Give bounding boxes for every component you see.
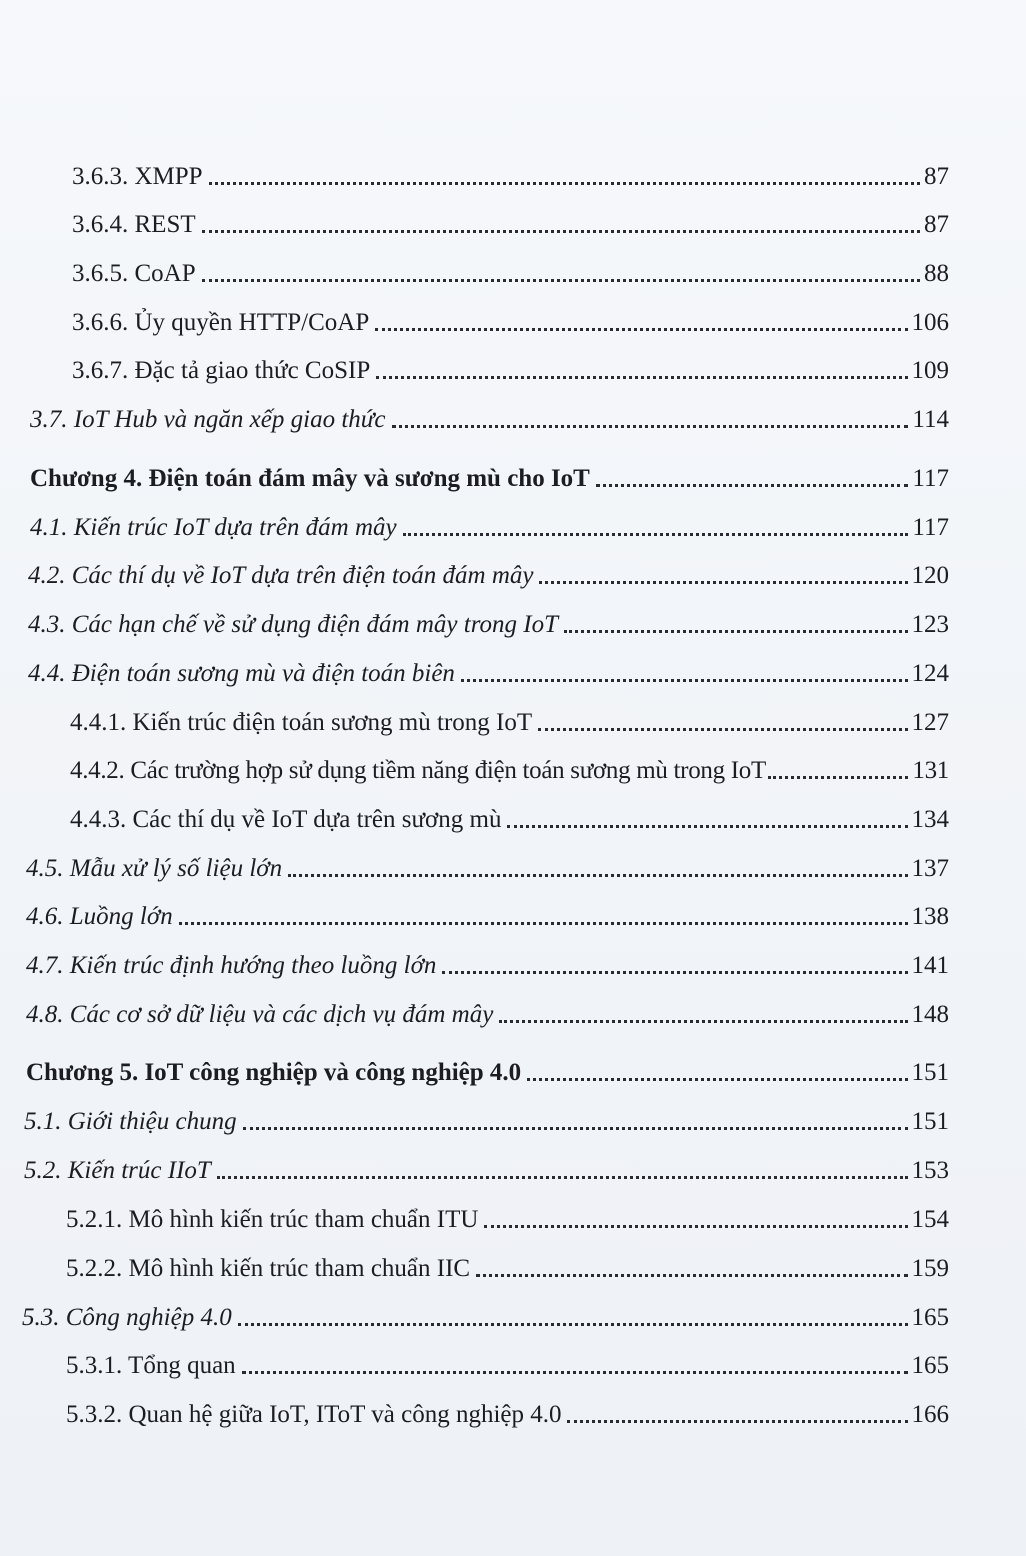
toc-entry-title: 3.6.4. REST: [72, 211, 196, 238]
toc-entry: [66, 1341, 949, 1381]
toc-entry-page: 123: [911, 611, 949, 638]
toc-entry-title: 4.8. Các cơ sở dữ liệu và các dịch vụ đám mây: [26, 1001, 494, 1028]
dot-leader: [596, 484, 909, 487]
toc-entry-page: 87: [924, 211, 949, 238]
dot-leader: [403, 533, 909, 536]
dot-leader: [238, 1323, 908, 1326]
dot-leader: [242, 1371, 908, 1374]
toc-entry-title: 3.6.5. CoAP: [72, 260, 196, 287]
toc-entry-page: 114: [912, 406, 949, 433]
toc-entry: [24, 1097, 949, 1137]
toc-entry-title: 4.1. Kiến trúc IoT dựa trên đám mây: [30, 514, 397, 541]
toc-entry-title: 4.4.2. Các trường hợp sử dụng tiềm năng điện toán sương mù trong IoT: [70, 757, 766, 784]
toc-entry-title: 5.3.1. Tổng quan: [66, 1352, 236, 1379]
toc-entry-page: 134: [911, 806, 949, 833]
toc-entry-page: 153: [911, 1157, 949, 1184]
toc-entry: [30, 395, 949, 435]
toc-entry-title: 4.7. Kiến trúc định hướng theo luồng lớn: [26, 952, 437, 979]
toc-entry-title: Chương 5. IoT công nghiệp và công nghiệp 4.0: [26, 1059, 522, 1086]
toc-entry-title: 5.3. Công nghiệp 4.0: [22, 1304, 232, 1331]
toc-entry-page: 127: [911, 709, 949, 736]
toc-entry: [66, 1390, 949, 1430]
toc-entry-page: 88: [924, 260, 949, 287]
toc-entry: [24, 1146, 949, 1186]
dot-leader: [768, 776, 908, 779]
toc-entry-page: 117: [912, 514, 949, 541]
dot-leader: [288, 874, 907, 877]
toc-entry: [28, 551, 949, 591]
toc-entry-title: 3.6.6. Ủy quyền HTTP/CoAP: [72, 309, 370, 336]
dot-leader: [538, 728, 907, 731]
toc-entry-page: 120: [911, 562, 949, 589]
toc-entry-page: 151: [911, 1108, 949, 1135]
toc-entry-page: 159: [911, 1255, 949, 1282]
toc-entry: [26, 941, 949, 981]
toc-entry-page: 131: [912, 757, 949, 784]
toc-entry-title: 4.4.3. Các thí dụ về IoT dựa trên sương mù: [70, 806, 502, 833]
toc-entry: [72, 249, 949, 289]
toc-entry-title: 5.2.1. Mô hình kiến trúc tham chuẩn ITU: [66, 1206, 479, 1233]
toc-entry-title: 3.6.7. Đặc tả giao thức CoSIP: [72, 357, 371, 384]
dot-leader: [539, 581, 907, 584]
toc-entry-title: 5.1. Giới thiệu chung: [24, 1108, 237, 1135]
toc-entry-page: 141: [911, 952, 949, 979]
toc-entry-title: 4.5. Mẫu xử lý số liệu lớn: [26, 855, 283, 882]
toc-entry-title: 4.6. Luồng lớn: [26, 903, 173, 930]
toc-entry-page: 106: [911, 309, 949, 336]
toc-entry-title: 5.2. Kiến trúc IIoT: [24, 1157, 211, 1184]
toc-chapter: [30, 454, 949, 494]
toc-entry-page: 165: [911, 1304, 949, 1331]
toc-entry-title: 5.2.2. Mô hình kiến trúc tham chuẩn IIC: [66, 1255, 471, 1282]
dot-leader: [209, 182, 920, 185]
toc-entry-page: 124: [911, 660, 949, 687]
toc-entry: [72, 346, 949, 386]
dot-leader: [375, 328, 907, 331]
toc-entry-page: 148: [911, 1001, 949, 1028]
toc-entry: [28, 600, 949, 640]
dot-leader: [484, 1225, 907, 1228]
toc-entry-page: 151: [911, 1059, 949, 1086]
dot-leader: [567, 1420, 907, 1423]
toc-entry: [28, 649, 949, 689]
toc-entry: [30, 503, 949, 543]
dot-leader: [243, 1127, 908, 1130]
toc-entry-title: 4.3. Các hạn chế về sử dụng điện đám mây trong IoT: [28, 611, 558, 638]
toc-entry: [70, 698, 949, 738]
toc-chapter: [26, 1048, 949, 1088]
toc-entry-title: 5.3.2. Quan hệ giữa IoT, IToT và công nghiệp 4.0: [66, 1401, 562, 1428]
toc-entry: [72, 152, 949, 192]
toc-entry-title: Chương 4. Điện toán đám mây và sương mù cho IoT: [30, 465, 590, 492]
toc-entry: [66, 1244, 949, 1284]
toc-entry-page: 154: [911, 1206, 949, 1233]
toc-entry-title: 4.4. Điện toán sương mù và điện toán biên: [28, 660, 455, 687]
toc-entry-page: 87: [924, 163, 949, 190]
dot-leader: [376, 376, 907, 379]
dot-leader: [202, 230, 920, 233]
toc-entry: [26, 844, 949, 884]
dot-leader: [461, 679, 908, 682]
dot-leader: [499, 1020, 907, 1023]
dot-leader: [564, 630, 908, 633]
dot-leader: [527, 1078, 907, 1081]
toc-entry-title: 4.2. Các thí dụ về IoT dựa trên điện toán đám mây: [28, 562, 534, 589]
dot-leader: [476, 1274, 907, 1277]
toc-entry: [70, 795, 949, 835]
toc-entry: [26, 892, 949, 932]
toc-entry-title: 3.6.3. XMPP: [72, 163, 203, 190]
toc-entry-page: 137: [911, 855, 949, 882]
toc-entry: [70, 746, 949, 786]
toc-entry-page: 165: [911, 1352, 949, 1379]
dot-leader: [507, 825, 907, 828]
toc-entry: [72, 298, 949, 338]
dot-leader: [442, 971, 907, 974]
dot-leader: [217, 1176, 908, 1179]
toc-entry-title: 3.7. IoT Hub và ngăn xếp giao thức: [30, 406, 386, 433]
toc-entry: [66, 1195, 949, 1235]
toc-entry: [22, 1293, 949, 1333]
toc-entry: [26, 990, 949, 1030]
toc-entry: [72, 200, 949, 240]
toc-entry-page: 109: [911, 357, 949, 384]
dot-leader: [392, 425, 909, 428]
toc-entry-title: 4.4.1. Kiến trúc điện toán sương mù trong IoT: [70, 709, 533, 736]
toc-entry-page: 138: [911, 903, 949, 930]
dot-leader: [179, 922, 908, 925]
dot-leader: [202, 279, 920, 282]
toc-entry-page: 117: [912, 465, 949, 492]
toc-entry-page: 166: [911, 1401, 949, 1428]
